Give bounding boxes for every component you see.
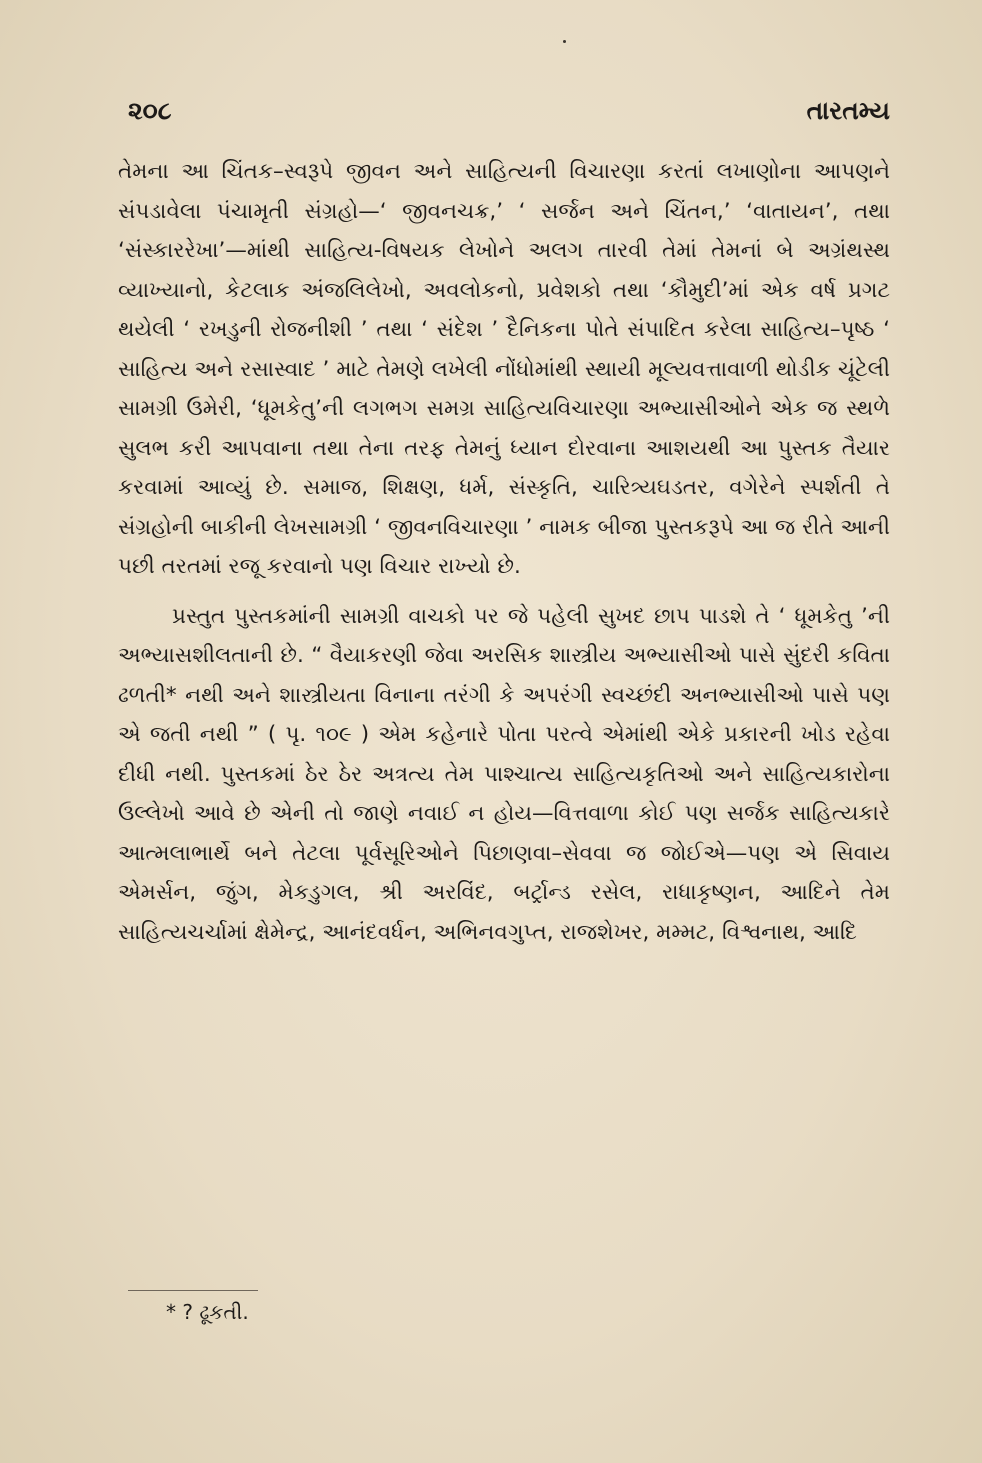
- body-text: [118, 152, 890, 952]
- print-speck: [563, 40, 566, 43]
- footnote-rule: [128, 1290, 258, 1291]
- page-number: ૨૦૮: [128, 96, 172, 125]
- page-header: [128, 96, 890, 136]
- paragraph: તેમના આ ચિંતક–સ્વરૂપે જીવન અને સાહિત્યની વિચારણા કરતાં લખાણોના આપણને સંપડાવેલા પંચામૃતી સંગ્રહો—‘ જીવનચક્ર,’ ‘ સર્જન અને ચિંતન,’ ‘વાતાયન’, તથા ‘સંસ્કારરેખા’—માંથી સાહિત્ય-વિષયક લેખોને અલગ તારવી તેમાં તેમનાં બે અગ્રંથસ્થ વ્યાખ્યાનો, કેટલાક અંજલિલેખો, અવલોકનો, પ્રવેશકો તથા ‘કૌમુદી’માં એક વર્ષ પ્રગટ થયેલી ‘ રખડુની રોજનીશી ’ તથા ‘ સંદેશ ’ દૈનિકના પોતે સંપાદિત કરેલા સાહિત્ય–પૃષ્ઠ ‘ સાહિત્ય અને રસાસ્વાદ ’ માટે તેમણે લખેલી નોંધોમાંથી સ્થાયી મૂલ્યવત્તાવાળી થોડીક ચૂંટેલી સામગ્રી ઉમેરી, ‘ધૂમકેતુ’ની લગભગ સમગ્ર સાહિત્યવિચારણા અભ્યાસીઓને એક જ સ્થળે સુલભ કરી આપવાના તથા તેના તરફ તેમનું ધ્યાન દોરવાના આશયથી આ પુસ્તક તૈયાર કરવામાં આવ્યું છે. સમાજ, શિક્ષણ, ધર્મ, સંસ્કૃતિ, ચારિત્ર્યઘડતર, વગેરેને સ્પર્શતી તે સંગ્રહોની બાકીની લેખસામગ્રી ‘ જીવનવિચારણા ’ નામક બીજા પુસ્તકરૂપે આ જ રીતે આની પછી તરતમાં રજૂ કરવાનો પણ વિચાર રાખ્યો છે.: [118, 159, 890, 579]
- paragraph: પ્રસ્તુત પુસ્તકમાંની સામગ્રી વાચકો પર જે પહેલી સુખદ છાપ પાડશે તે ‘ ધૂમકેતુ ’ની અભ્યાસશીલતાની છે. “ વૈયાકરણી જેવા અરસિક શાસ્ત્રીય અભ્યાસીઓ પાસે સુંદરી કવિતા ઢળતી* નથી અને શાસ્ત્રીયતા વિનાના તરંગી કે અપરંગી સ્વચ્છંદી અનભ્યાસીઓ પાસે પણ એ જતી નથી ” ( પૃ. ૧૦૯ ) એમ કહેનારે પોતા પરત્વે એમાંથી એકે પ્રકારની ખોડ રહેવા દીધી નથી. પુસ્તકમાં ઠેર ઠેર અત્રત્ય તેમ પાશ્ચાત્ય સાહિત્યકૃતિઓ અને સાહિત્યકારોના ઉલ્લેખો આવે છે એની તો જાણે નવાઈ ન હોય—વિત્તવાળા કોઈ પણ સર્જક સાહિત્યકારે આત્મલાભાર્થે બને તેટલા પૂર્વસૂરિઓને પિછાણવા–સેવવા જ જોઈએ—પણ એ સિવાય એમર્સન, જુંગ, મેકડુગલ, શ્રી અરવિંદ, બર્ટ્રાન્ડ રસેલ, રાધાકૃષ્ણન, આદિને તેમ સાહિત્યચર્ચામાં ક્ષેમેન્દ્ર, આનંદવર્ધન, અભિનવગુપ્ત, રાજશેખર, મમ્મટ, વિશ્વનાથ, આદિ: [118, 603, 890, 945]
- running-head: તારતમ્ય: [806, 96, 890, 125]
- footnote: * ? ઢૂકતી.: [166, 1300, 249, 1324]
